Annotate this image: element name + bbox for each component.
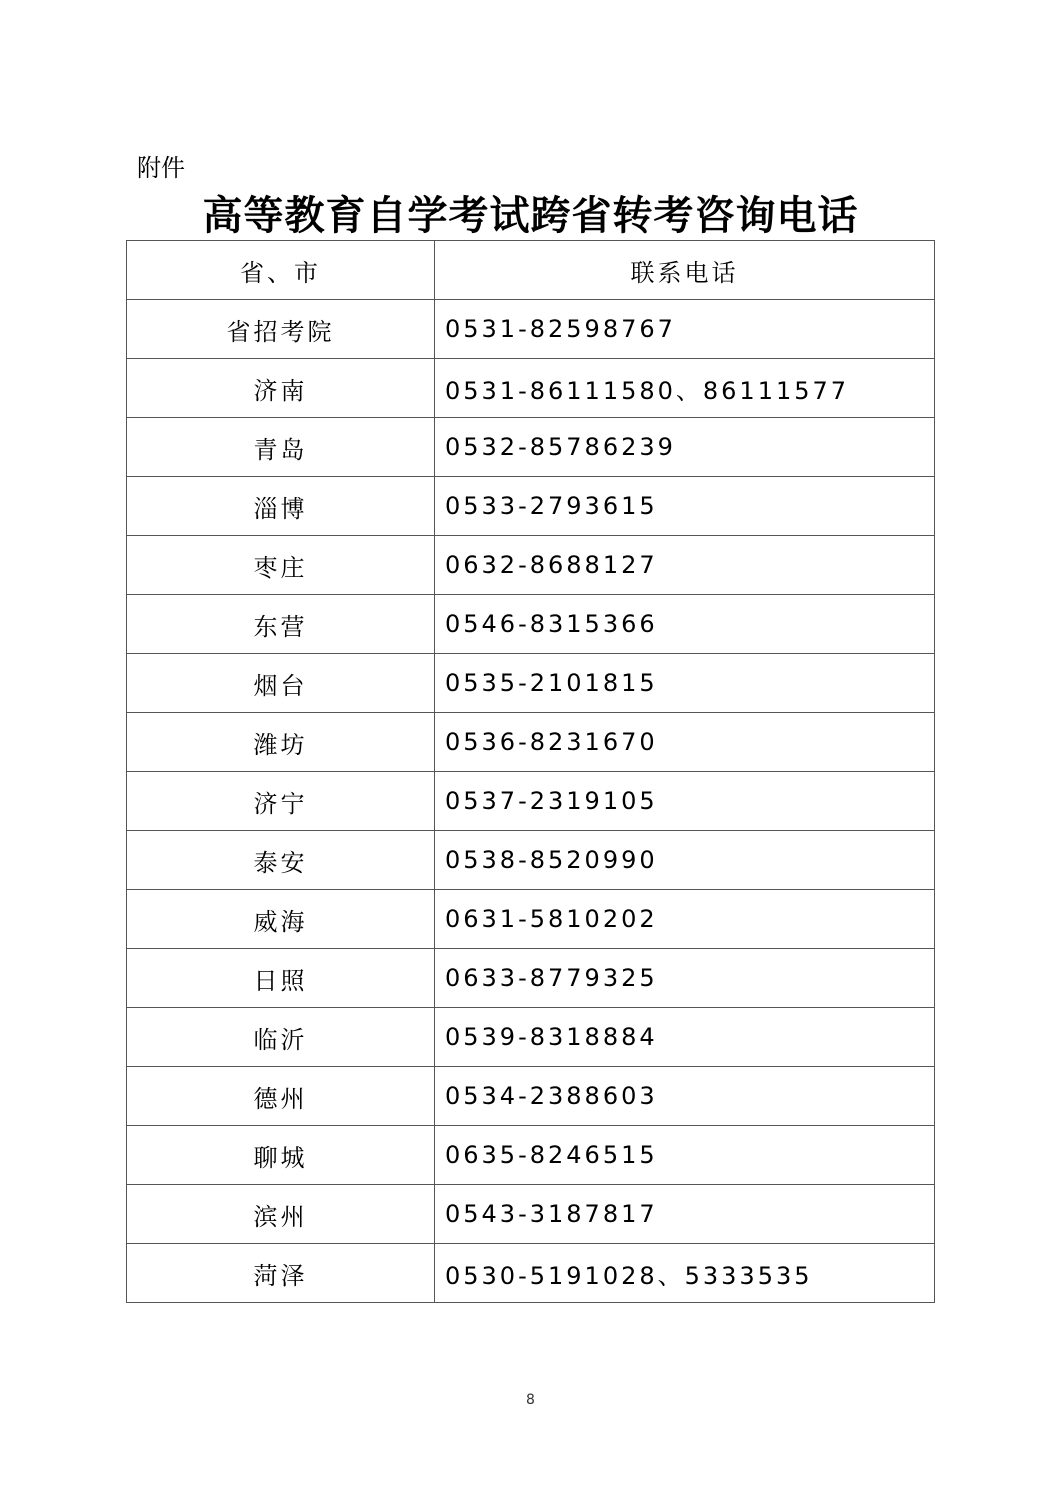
phone-cell: 0635-8246515: [435, 1126, 935, 1185]
document-title: 高等教育自学考试跨省转考咨询电话: [202, 192, 859, 239]
table-row: [127, 890, 935, 949]
region-cell: 泰安: [127, 831, 435, 890]
phone-cell: 0632-8688127: [435, 536, 935, 595]
table-row: [127, 359, 935, 418]
table-row: [127, 536, 935, 595]
phone-cell: 0533-2793615: [435, 477, 935, 536]
table-row: [127, 418, 935, 477]
phone-cell: 0633-8779325: [435, 949, 935, 1008]
region-cell: 聊城: [127, 1126, 435, 1185]
region-cell: 济南: [127, 359, 435, 418]
table-row: [127, 654, 935, 713]
region-cell: 省招考院: [127, 300, 435, 359]
region-cell: 青岛: [127, 418, 435, 477]
phone-cell: 0631-5810202: [435, 890, 935, 949]
region-column-header: 省、市: [127, 241, 435, 300]
phone-cell: 0531-86111580、86111577: [435, 359, 935, 418]
region-cell: 威海: [127, 890, 435, 949]
table-row: [127, 1067, 935, 1126]
phone-cell: 0531-82598767: [435, 300, 935, 359]
region-cell: 枣庄: [127, 536, 435, 595]
region-cell: 德州: [127, 1067, 435, 1126]
table-row: [127, 477, 935, 536]
phone-cell: 0537-2319105: [435, 772, 935, 831]
table-row: [127, 1185, 935, 1244]
region-cell: 潍坊: [127, 713, 435, 772]
region-cell: 日照: [127, 949, 435, 1008]
phone-cell: 0530-5191028、5333535: [435, 1244, 935, 1303]
table-row: [127, 1126, 935, 1185]
table-row: [127, 772, 935, 831]
phone-cell: 0539-8318884: [435, 1008, 935, 1067]
table-row: [127, 949, 935, 1008]
phone-column-header: 联系电话: [435, 241, 935, 300]
table-row: [127, 831, 935, 890]
region-cell: 东营: [127, 595, 435, 654]
table-row: [127, 713, 935, 772]
region-cell: 烟台: [127, 654, 435, 713]
table-row: [127, 1008, 935, 1067]
region-cell: 济宁: [127, 772, 435, 831]
table-body: [127, 300, 935, 1303]
page-number: 8: [526, 1392, 535, 1408]
region-cell: 菏泽: [127, 1244, 435, 1303]
phone-cell: 0546-8315366: [435, 595, 935, 654]
region-cell: 滨州: [127, 1185, 435, 1244]
phone-cell: 0536-8231670: [435, 713, 935, 772]
table-row: [127, 595, 935, 654]
region-cell: 临沂: [127, 1008, 435, 1067]
phone-cell: 0543-3187817: [435, 1185, 935, 1244]
table-row: [127, 300, 935, 359]
phone-cell: 0534-2388603: [435, 1067, 935, 1126]
contact-phone-table: [126, 240, 935, 1303]
attachment-label: 附件: [137, 154, 185, 182]
region-cell: 淄博: [127, 477, 435, 536]
table-header-row: [127, 241, 935, 300]
table-row: [127, 1244, 935, 1303]
phone-cell: 0532-85786239: [435, 418, 935, 477]
phone-cell: 0538-8520990: [435, 831, 935, 890]
phone-cell: 0535-2101815: [435, 654, 935, 713]
